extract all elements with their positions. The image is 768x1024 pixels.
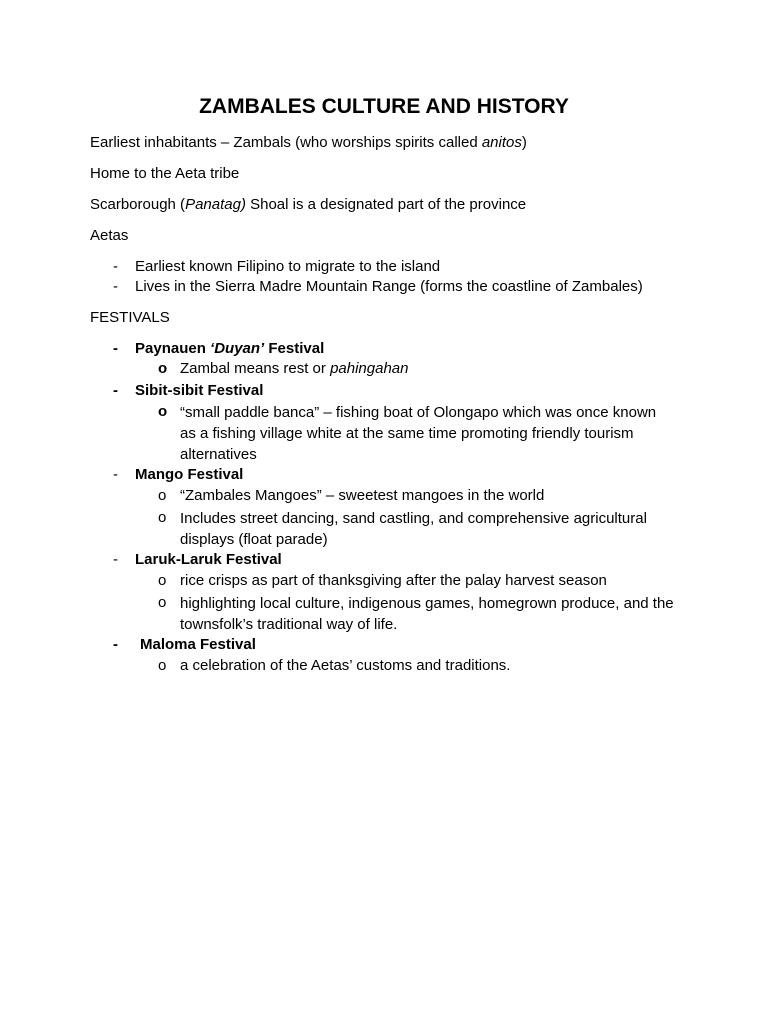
sub-bullet: o (158, 487, 167, 504)
list-item: a celebration of the Aetas’ customs and traditions. (180, 657, 511, 674)
sub-bullet: o (158, 360, 168, 377)
sub-text: Zambal means rest or (180, 360, 331, 377)
list-item: rice crisps as part of thanksgiving after the palay harvest season (180, 572, 607, 589)
sub-bullet: o (158, 509, 167, 526)
panatag-italic: Panatag) (185, 196, 246, 213)
earliest-text: Earliest inhabitants – Zambals (who worships spirits called (90, 134, 482, 151)
festival-mango: Mango Festival (135, 466, 244, 483)
scarborough-line (90, 195, 526, 215)
list-item: “Zambales Mangoes” – sweetest mangoes in the world (180, 487, 545, 504)
dash-bullet: - (113, 382, 118, 399)
list-item: Includes street dancing, sand castling, and comprehensive agricultural displays (float parade) (180, 510, 647, 548)
aeta-home-line: Home to the Aeta tribe (90, 165, 240, 182)
dash-bullet: - (113, 636, 118, 653)
dash-bullet: - (113, 551, 118, 568)
sub-bullet: o (158, 403, 168, 420)
list-item: Earliest known Filipino to migrate to the island (135, 258, 441, 275)
festival-sibit-sibit: Sibit-sibit Festival (135, 382, 264, 399)
festival-name: Paynauen (135, 340, 211, 357)
earliest-close: ) (521, 134, 527, 151)
list-item: highlighting local culture, indigenous games, homegrown produce, and the townsfolk’s traditional way of life. (180, 595, 674, 633)
dash-bullet: - (113, 258, 118, 275)
sub-bullet: o (158, 657, 167, 674)
festival-laruk-laruk: Laruk-Laruk Festival (135, 551, 282, 568)
duyan-italic: ‘Duyan’ (210, 340, 265, 357)
dash-bullet: - (113, 278, 118, 295)
document-title: ZAMBALES CULTURE AND HISTORY (199, 95, 569, 118)
pahingahan-italic: pahingahan (330, 360, 409, 377)
scarborough-text: Scarborough ( (90, 196, 186, 213)
dash-bullet: - (113, 340, 118, 357)
list-item (180, 359, 408, 379)
aetas-heading: Aetas (90, 227, 129, 244)
festival-paynauen (135, 339, 324, 359)
festivals-heading: FESTIVALS (90, 309, 170, 326)
scarborough-rest: Shoal is a designated part of the province (245, 196, 527, 213)
list-item: “small paddle banca” – fishing boat of Olongapo which was once known as a fishing village white at the same time promoting friendly tourism alternatives (180, 404, 657, 463)
festival-maloma: Maloma Festival (140, 636, 256, 653)
dash-bullet: - (113, 466, 118, 483)
earliest-inhabitants-line (90, 133, 527, 153)
festival-name-suffix: Festival (264, 340, 325, 357)
list-item: Lives in the Sierra Madre Mountain Range (forms the coastline of Zambales) (135, 278, 643, 295)
sub-bullet: o (158, 572, 167, 589)
anitos-italic: anitos (481, 134, 522, 151)
sub-bullet: o (158, 594, 167, 611)
